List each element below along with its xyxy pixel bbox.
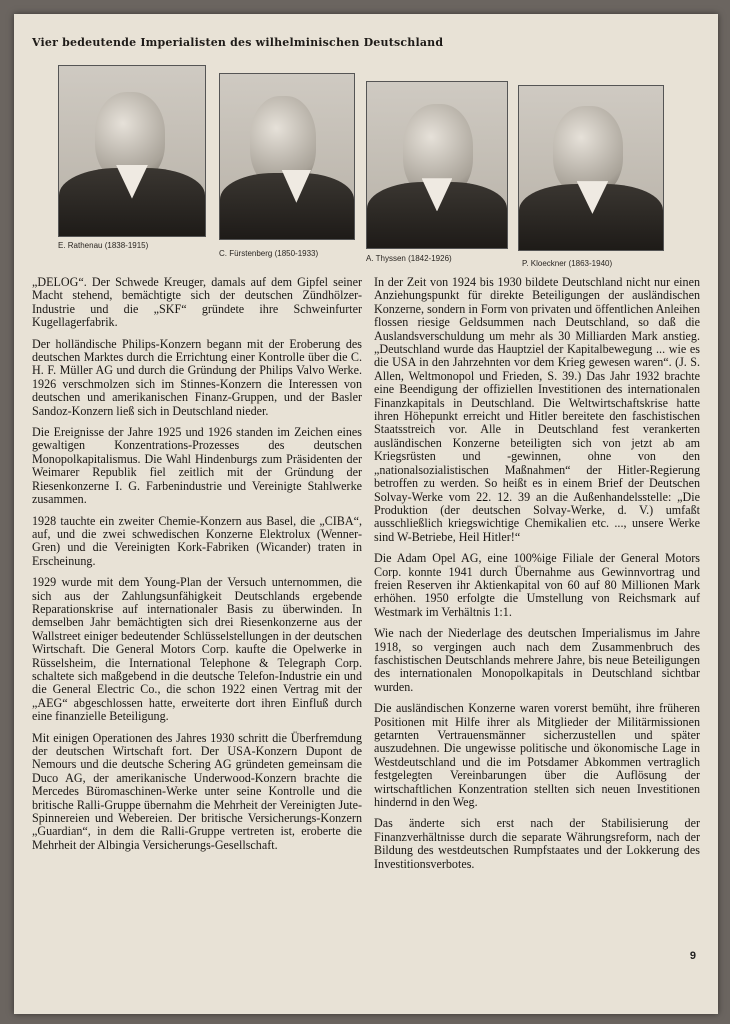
portrait-caption: P. Kloeckner (1863-1940) [522,259,613,268]
portrait-caption: E. Rathenau (1838-1915) [58,241,149,250]
paragraph: Die Ereignisse der Jahre 1925 und 1926 standen im Zeichen eines gewaltigen Konzentrations-Prozesses des deutschen Monopolkapitalismus. Die Wahl Hindenburgs zum Präsidenten der Weimarer Republik fiel zeitlich mit der Gründung der Riesenkonzerne I. G. Farbenindustrie und Vereinigte Stahlwerke zusammen. [32,425,362,507]
paragraph: 1928 tauchte ein zweiter Chemie-Konzern aus Basel, die „CIBA“, auf, und die zwei schwedischen Konzerne Elektrolux (Wenner-Gren) und die Vereinigten Kork-Fabriken (Wicander) traten in Erscheinung. [32,513,362,568]
portrait-kloeckner-photo [518,85,664,251]
paragraph: Die ausländischen Konzerne waren vorerst bemüht, ihre früheren Positionen mit Hilfe ihrer als Mitglieder der Militärmissionen getarnten Vertrauensmänner sicherzustellen und später auszudehnen. Die ungewisse politische und ökonomische Lage in Westdeutschland und die im Potsdamer Abkommen vertraglich festgelegten Vereinbarungen über die Auflösung der wirtschaftlichen Konzentration stellten sich neuen Investitionen hindernd in den Weg. [374,701,700,810]
portrait-fuerstenberg-photo [219,73,355,240]
paragraph: „DELOG“. Der Schwede Kreuger, damals auf dem Gipfel seiner Macht stehend, bemächtigte sich der deutschen Zündhölzer-Industrie und die „SKF“ gründete ihre Schweinfurter Kugellagerfabrik. [32,275,362,330]
portrait-rathenau-photo [58,65,206,237]
paragraph: Die Adam Opel AG, eine 100%ige Filiale der General Motors Corp. konnte 1941 durch Übernahme aus Gewinnvortrag und freien Reserven ihr Aktienkapital von 60 auf 80 Millionen Mark erhöhen. 1950 erfolgte die Umstellung von Reichsmark auf Westmark im Verhältnis 1:1. [374,551,700,619]
text-column-left [32,276,362,860]
paragraph: Mit einigen Operationen des Jahres 1930 schritt die Überfremdung der deutschen Wirtschaft fort. Der USA-Konzern Dupont de Nemours und die deutsche Schering AG gründeten gemeinsam die Duco AG, der amerikanische Underwood-Konzern brachte die Mercedes Büromaschinen-Werke unter seine Kontrolle und die britische Ralli-Gruppe übernahm die Mehrheit der Vereinigten Jute-Spinnereien und Webereien. Der britische Versicherungs-Konzern „Guardian“, in dem die Ralli-Gruppe vertreten ist, eroberte die Mehrheit der Albingia Versicherungs-Gesellschaft. [32,730,362,852]
paragraph: Das änderte sich erst nach der Stabilisierung der Finanzverhältnisse durch die separate Währungsreform, nach der Bildung des westdeutschen Rumpfstaates und der Lokkerung des Investitionsverbotes. [374,816,700,871]
text-column-right [374,276,700,879]
portrait-caption: C. Fürstenberg (1850-1933) [219,249,319,258]
portrait-thyssen-photo [366,81,508,249]
book-page [14,14,718,1014]
page-number: 9 [689,950,696,962]
paragraph: Wie nach der Niederlage des deutschen Imperialismus im Jahre 1918, so vergingen auch nach dem Zusammenbruch des faschistischen Deutschlands mehrere Jahre, bis neue Beteiligungen des internationalen Monopolkapitals in Deutschland sichtbar wurden. [374,626,700,694]
paragraph: In der Zeit von 1924 bis 1930 bildete Deutschland nicht nur einen Anziehungspunkt für direkte Beteiligungen der ausländischen Konzerne, sondern in Form von privaten und öffentlichen Anleihen flossen riesige Geldsummen nach Deutschland, so daß die Auslandsverschuldung um mehr als 30 Milliarden Mark anstieg. „Deutschland wurde das Hauptziel der Kapitalbewegung ... wie es die USA in den Jahrzehnten vor dem Krieg gewesen waren“. (J. S. Allen, Weltmonopol und Frieden, S. 39.) Das Jahr 1932 brachte eine Beendigung der offiziellen Investitionen des internationalen Finanzkapitals in Deutschland. Die Weltwirtschaftskrise hatte ihren Höhepunkt erreicht und Hitler bereitete den faschistischen Staatsstreich vor. Alle in Deutschland fest verankerten ausländischen Konzerne beteiligten sich von jetzt ab am Kriegsrüsten und -gewinnen, ohne von den „nationalsozialistischen Maßnahmen“ der Hitler-Regierung betroffen zu werden. So heißt es in einem Brief der Deutschen Solvay-Werke vom 22. 12. 39 an die Außenhandelsstelle: „Die Produktion (der deutschen Solvay-Werke, d. V.) umfaßt ausschließlich kriegswichtige Chemikalien etc. ..., unsere Werke sind W-Betriebe, Heil Hitler!“ [374,275,700,544]
paragraph: 1929 wurde mit dem Young-Plan der Versuch unternommen, die sich aus der Zahlungsunfähigkeit Deutschlands ergebende Reparationskrise auf internationaler Basis zu überwinden. In demselben Jahr bemächtigten sich drei Riesenkonzerne aus der Wallstreet einiger bedeutender Schlüsselstellungen in der deutschen Wirtschaft. Die General Motors Corp. kaufte die Opelwerke in Rüsselsheim, die International Telephone & Telegraph Corp. schaltete sich maßgebend in die deutsche Telefon-Industrie ein und die General Electric Co., die schon 1922 einen Vertrag mit der „AEG“ abgeschlossen hatte, erweiterte dort ihren Einfluß durch eine finanzielle Beteiligung. [32,575,362,724]
paragraph: Der holländische Philips-Konzern begann mit der Eroberung des deutschen Marktes durch die Errichtung einer Kontrolle über die C. H. F. Müller AG und durch die Gründung der Philips Valvo Werke. 1926 verschmolzen sich im Stinnes-Konzern die Interessen von deutschen und amerikanischen Finanz-Gruppen, und der Basler Sandoz-Konzern ließ sich in Deutschland nieder. [32,336,362,418]
headline: Vier bedeutende Imperialisten des wilhelminischen Deutschland [32,36,444,49]
portrait-caption: A. Thyssen (1842-1926) [366,254,452,263]
